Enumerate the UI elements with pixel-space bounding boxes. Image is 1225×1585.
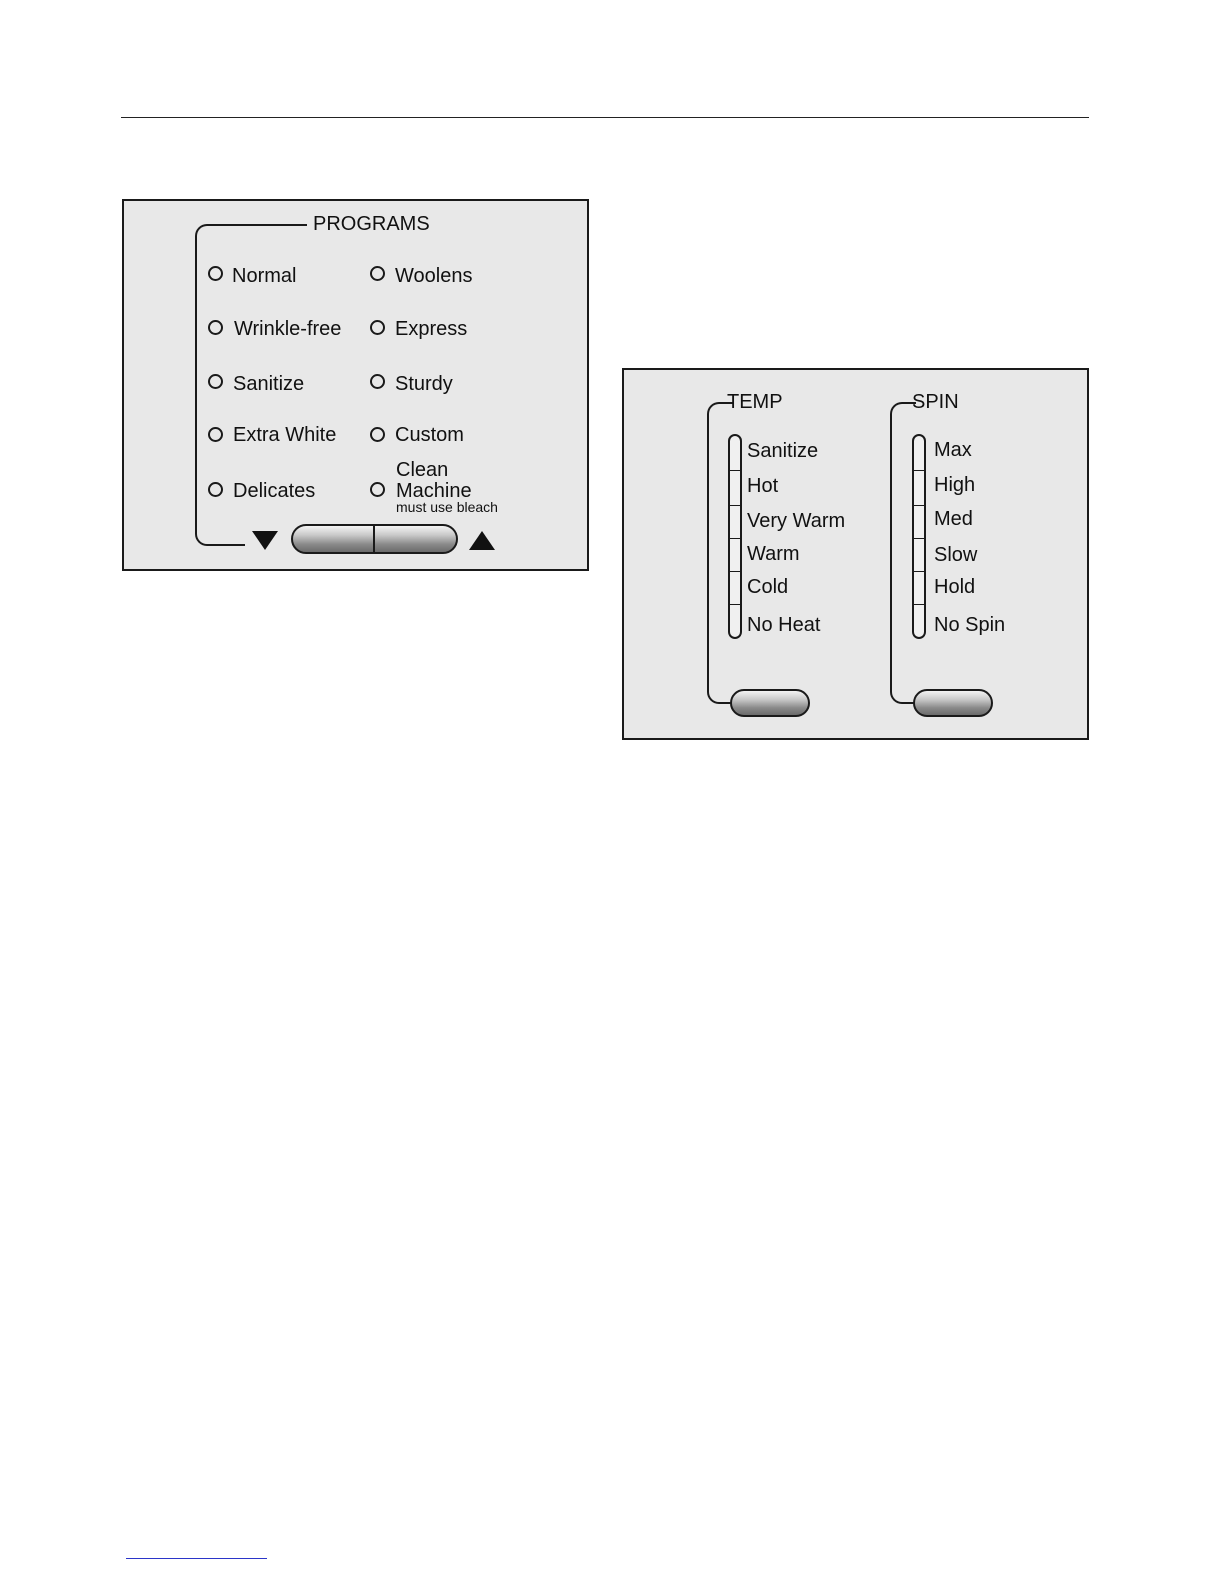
temp-option-label: Warm — [747, 543, 800, 565]
header-rule — [121, 117, 1089, 118]
footer-link-rule — [126, 1558, 267, 1559]
spin-title: SPIN — [912, 391, 959, 413]
temp-option-label: Cold — [747, 576, 789, 598]
program-normal-radio[interactable] — [208, 266, 223, 281]
temp-option-label: Sanitize — [747, 440, 819, 462]
program-delicates-radio[interactable] — [208, 482, 223, 497]
program-wrinkle-free-radio[interactable] — [208, 320, 223, 335]
spin-option-label: No Spin — [934, 614, 1006, 636]
spin-option-label: Slow — [934, 544, 978, 566]
triangle-down-icon — [252, 531, 278, 550]
program-clean-machine-note: must use bleach — [396, 499, 498, 515]
program-sturdy-label: Sturdy — [395, 373, 453, 395]
program-woolens-label: Woolens — [395, 265, 473, 287]
temp-button[interactable] — [730, 689, 810, 717]
program-sturdy-radio[interactable] — [370, 374, 385, 389]
program-extra-white-label: Extra White — [233, 424, 337, 446]
program-clean-machine-radio[interactable] — [370, 482, 385, 497]
program-sanitize-radio[interactable] — [208, 374, 223, 389]
spin-option-label: Med — [934, 508, 973, 530]
temp-title: TEMP — [727, 391, 783, 413]
program-express-label: Express — [395, 318, 468, 340]
programs-title: PROGRAMS — [313, 213, 430, 235]
spin-indicator-bar — [912, 434, 926, 639]
program-custom-radio[interactable] — [370, 427, 385, 442]
program-custom-label: Custom — [395, 424, 464, 446]
programs-panel — [122, 199, 589, 571]
triangle-up-icon — [469, 531, 495, 550]
programs-bracket-top — [244, 224, 307, 226]
temp-spin-panel — [622, 368, 1089, 740]
program-woolens-radio[interactable] — [370, 266, 385, 281]
spin-option-label: High — [934, 474, 976, 496]
program-express-radio[interactable] — [370, 320, 385, 335]
program-delicates-label: Delicates — [233, 480, 316, 502]
spin-button[interactable] — [913, 689, 993, 717]
temp-option-label: Hot — [747, 475, 779, 497]
program-wrinkle-free-label: Wrinkle-free — [234, 318, 342, 340]
spin-option-label: Max — [934, 439, 972, 461]
spin-option-label: Hold — [934, 576, 976, 598]
program-clean-machine-label-line2: Machine — [396, 480, 472, 502]
program-sanitize-label: Sanitize — [233, 373, 305, 395]
program-normal-label: Normal — [232, 265, 297, 287]
temp-indicator-bar — [728, 434, 742, 639]
temp-option-label: Very Warm — [747, 510, 846, 532]
temp-option-label: No Heat — [747, 614, 821, 636]
program-selector-divider — [373, 524, 375, 554]
program-clean-machine-label-line1: Clean — [396, 459, 449, 481]
program-extra-white-radio[interactable] — [208, 427, 223, 442]
